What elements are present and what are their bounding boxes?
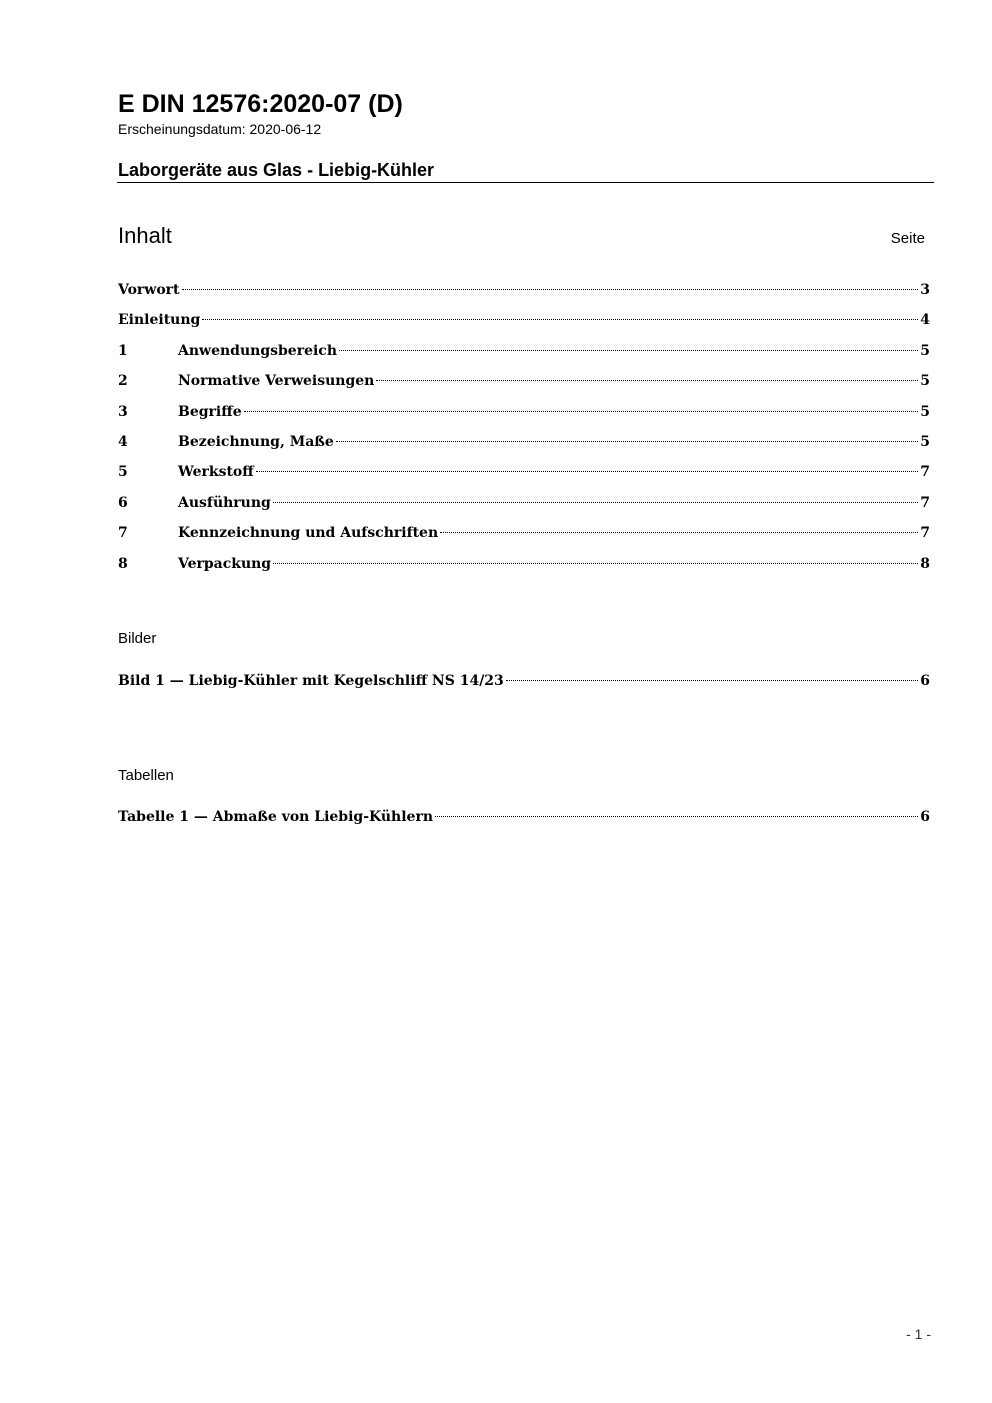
toc-entry-7[interactable] [118,521,930,551]
toc-entry-page: 5 [920,342,930,359]
toc-entry-page: 7 [920,464,930,481]
toc-entry-number: 6 [118,494,128,511]
toc-entry-page: 6 [920,673,930,689]
toc-entry-page: 7 [920,494,930,511]
toc-entry-3[interactable] [118,400,930,430]
toc-entry-label: Ausführung [178,494,271,511]
dot-leader [506,680,918,681]
toc-entry-8[interactable] [118,552,930,582]
toc-entry-page: 8 [920,555,930,572]
tables-heading: Tabellen [118,767,174,784]
toc-entry-4[interactable] [118,430,930,460]
toc-entry-page: 5 [920,433,930,450]
toc-entry-label: Werkstoff [178,464,254,481]
toc-entry-page: 5 [920,373,930,390]
toc-entry-page: 6 [920,809,930,825]
figures-heading: Bilder [118,630,157,647]
toc-entry-einleitung[interactable] [118,308,930,338]
dot-leader [244,411,919,412]
toc-entry-number: 2 [118,373,128,390]
toc-entry-label: Begriffe [178,403,242,420]
issue-date: Erscheinungsdatum: 2020-06-12 [118,121,322,137]
toc-entry-6[interactable] [118,491,930,521]
table-entry[interactable] [118,805,930,829]
toc-entry-page: 4 [920,312,930,329]
toc-entry-label: Kennzeichnung und Aufschriften [178,525,439,542]
toc-entry-label: Tabelle 1 — Abmaße von Liebig-Kühlern [118,809,434,825]
toc-entry-label: Verpackung [178,555,272,572]
toc-entry-page: 5 [920,403,930,420]
toc-entry-1[interactable] [118,339,930,369]
dot-leader [376,380,918,381]
document-title: Laborgeräte aus Glas - Liebig-Kühler [118,160,435,180]
title-underline [117,182,934,183]
dot-leader [440,532,918,533]
toc-entry-label: Bezeichnung, Maße [178,433,334,450]
toc-entry-number: 4 [118,433,128,450]
toc-entry-label: Vorwort [118,282,180,298]
document-id: E DIN 12576:2020-07 (D) [118,90,403,118]
toc-heading: Inhalt [118,223,172,248]
toc-entry-number: 5 [118,464,128,481]
toc-entry-label: Anwendungsbereich [178,342,337,359]
dot-leader [435,816,918,817]
dot-leader [336,441,918,442]
dot-leader [339,350,918,351]
toc-entry-page: 3 [920,282,930,298]
toc-entry-number: 7 [118,525,128,542]
toc-entry-number: 1 [118,342,128,359]
page-column-label: Seite [890,230,925,247]
toc-entry-page: 7 [920,525,930,542]
figure-entry[interactable] [118,669,930,693]
page-number: - 1 - [906,1326,931,1342]
dot-leader [182,289,919,290]
dot-leader [256,471,919,472]
dot-leader [273,563,918,564]
toc-entry-number: 8 [118,555,128,572]
toc-entry-2[interactable] [118,369,930,399]
toc-entry-5[interactable] [118,460,930,490]
toc-entry-label: Einleitung [118,312,201,329]
table-of-contents [118,278,930,582]
toc-entry-label: Bild 1 — Liebig-Kühler mit Kegelschliff NS 14/23 [118,673,504,689]
toc-entry-label: Normative Verweisungen [178,373,375,390]
toc-entry-vorwort[interactable] [118,278,930,308]
dot-leader [202,319,918,320]
toc-entry-number: 3 [118,403,128,420]
dot-leader [273,502,918,503]
